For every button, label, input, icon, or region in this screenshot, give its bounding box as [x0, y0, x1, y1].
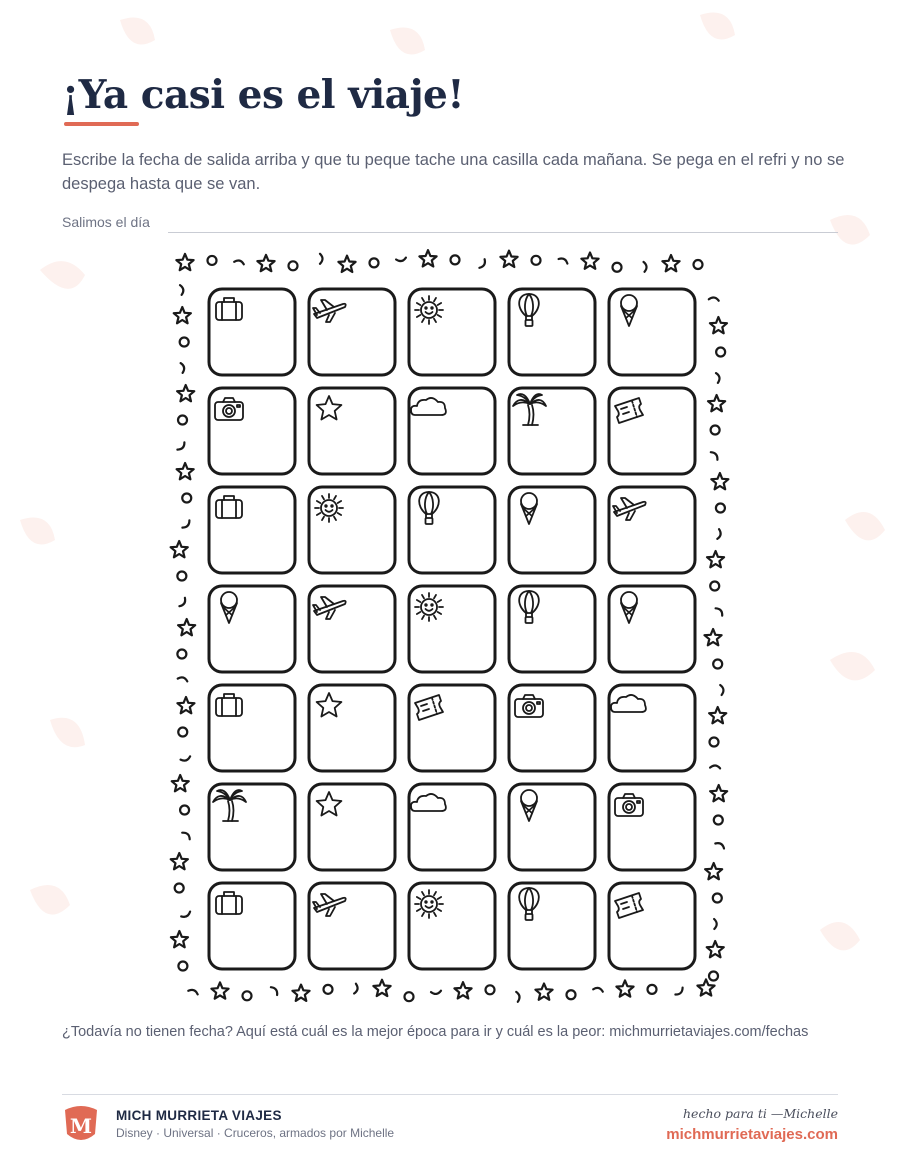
- day-box[interactable]: [209, 289, 295, 375]
- day-box[interactable]: [509, 685, 595, 771]
- day-box[interactable]: [209, 685, 295, 771]
- day-box[interactable]: [209, 784, 295, 870]
- footer-divider: [62, 1094, 838, 1095]
- day-box[interactable]: [609, 883, 695, 969]
- day-box[interactable]: [309, 388, 395, 474]
- day-box[interactable]: [409, 289, 495, 375]
- brand-name: MICH MURRIETA VIAJES: [116, 1108, 282, 1123]
- day-box[interactable]: [409, 784, 495, 870]
- day-box[interactable]: [509, 487, 595, 573]
- day-box[interactable]: [309, 289, 395, 375]
- svg-text:M: M: [69, 1114, 93, 1138]
- day-box[interactable]: [609, 784, 695, 870]
- day-box[interactable]: [409, 586, 495, 672]
- departure-date-line[interactable]: [168, 232, 838, 233]
- day-box[interactable]: [509, 883, 595, 969]
- day-box[interactable]: [309, 784, 395, 870]
- day-box[interactable]: [509, 289, 595, 375]
- website-link[interactable]: michmurrietaviajes.com: [666, 1126, 838, 1143]
- day-box[interactable]: [209, 883, 295, 969]
- day-box[interactable]: [409, 685, 495, 771]
- day-box[interactable]: [609, 487, 695, 573]
- day-box[interactable]: [509, 586, 595, 672]
- signature: hecho para ti —Michelle: [683, 1106, 838, 1121]
- day-box[interactable]: [609, 388, 695, 474]
- day-box[interactable]: [409, 487, 495, 573]
- day-box[interactable]: [509, 388, 595, 474]
- brand-logo-icon: [62, 1104, 100, 1144]
- day-box[interactable]: [209, 487, 295, 573]
- day-box[interactable]: [409, 388, 495, 474]
- intro-text: Escribe la fecha de salida arriba y que tu peque tache una casilla cada mañana. Se pega en el refri y no se despega hasta que se van.: [62, 151, 845, 193]
- day-box[interactable]: [309, 487, 395, 573]
- brand-tagline: Disney · Universal · Cruceros, armados por Michelle: [116, 1126, 395, 1140]
- day-box[interactable]: [209, 388, 295, 474]
- day-box[interactable]: [309, 685, 395, 771]
- day-box[interactable]: [509, 784, 595, 870]
- page-title: ¡Ya casi es el viaje!: [62, 72, 464, 118]
- title-underline: [64, 122, 139, 126]
- day-box[interactable]: [609, 685, 695, 771]
- day-box[interactable]: [609, 586, 695, 672]
- countdown-calendar: [165, 245, 735, 1010]
- day-box[interactable]: [309, 883, 395, 969]
- day-box[interactable]: [309, 586, 395, 672]
- day-box[interactable]: [209, 586, 295, 672]
- bottom-note: ¿Todavía no tienen fecha? Aquí está cuál es la mejor época para ir y cuál es la peor: michmurrietaviajes.com/fechas: [62, 1024, 809, 1040]
- day-box[interactable]: [409, 883, 495, 969]
- day-box[interactable]: [609, 289, 695, 375]
- departure-date-label: Salimos el día: [62, 214, 150, 230]
- departure-date-row: [62, 214, 838, 234]
